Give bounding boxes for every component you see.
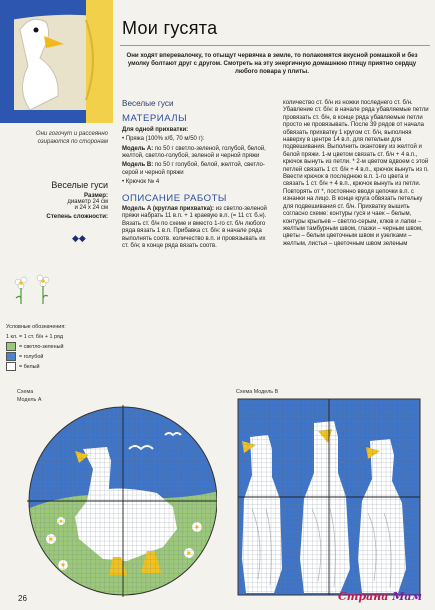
work-description: Модель А (круглая прихватка): из светло-зеленой пряжи набрать 11 в.п. + 1 краевую в.п. (= 11 ст. б.н). Вязать ст. б/н по схеме и вместо 1-го ст. б/н любого ряда вязать 1 в.п. Прибавка ст. б/н: в начале ряда выполнять соотв. количество в.п. и провязывать их ст. б/н; в конце ряда вязать соотв.: [122, 206, 267, 250]
watermark-logo: Страна Мам: [338, 590, 422, 603]
legend-key: 1 кл. = 1 ст. б/н + 1 ряд: [6, 334, 63, 340]
intro-text: Они ходят вперевалочку, то отыщут червячка в земле, то полакомятся вкусной ромашкой и без умолку болтают друг с другом. Смотреть на эту энергичную домашнюю птицу приятно сердцу любого повара у плиты.: [126, 52, 418, 76]
legend: [6, 322, 116, 372]
materials-for: Для одной прихватки:: [122, 126, 189, 133]
chart-b-label: Схема Модель В: [236, 389, 279, 395]
chart-model-b: [234, 389, 424, 599]
model-b-materials: Модель В: по 50 г голубой, белой, желтой, светло-серой и черной пряжи: [122, 162, 265, 176]
size-value-1: диаметр 24 см: [67, 199, 108, 205]
title-divider: [120, 45, 430, 46]
swatch-light-green: [6, 342, 16, 351]
chart-a-label-2: Модель А: [17, 397, 42, 403]
project-subtitle: Веселые гуси: [122, 99, 174, 108]
hook-line: • Крючок № 4: [122, 179, 160, 186]
page-number: 26: [18, 594, 27, 603]
difficulty-diamonds: ◆◆: [72, 233, 86, 243]
legend-item: = светло-зеленый: [6, 342, 116, 352]
materials-heading: МАТЕРИАЛЫ: [122, 113, 188, 125]
work-heading: ОПИСАНИЕ РАБОТЫ: [122, 192, 227, 204]
size-label: Размер:: [84, 192, 108, 199]
project-name: Веселые гуси: [51, 180, 108, 190]
model-a-materials: Модель А: по 50 г светло-зеленой, голубой, белой, желтой, светло-голубой, зеленой и черной пряжи: [122, 145, 266, 160]
difficulty-label: Степень сложности:: [46, 213, 108, 220]
instructions-column: [283, 100, 429, 248]
legend-item: = голубой: [6, 352, 116, 362]
project-info: [6, 180, 108, 220]
page-title: Мои гусята: [122, 18, 218, 38]
chart-model-a: [17, 389, 217, 599]
materials-column: [122, 100, 267, 253]
swatch-blue: [6, 352, 16, 361]
legend-item: = белый: [6, 362, 116, 372]
goose-photo: [0, 0, 113, 123]
yarn-line: • Пряжа (100% х/б, 70 м/50 г):: [122, 136, 205, 143]
photo-caption: Они гогочут и рассеянно озираются по сторонам: [35, 131, 108, 145]
flowers-illustration: [8, 268, 68, 308]
instructions-text: количество ст. б/н из ножки последнего ст. б/н. Убавление ст. б/н: в начале ряда убавляемые петли провязать ст. б/н, в конце ряда убавляемые петли просто не провязывать. После 39 рядов от начала обвязать прихватку 1 кругом ст. б/н, выполняя наверху в центре 14 в.п. для петельки для подвешивания. Выполнить окантовку из желтой и белой пряжи. 1-м цветом связать ст. б/н + 4 в.п., крючок вынуть из петли. * 2-м цветом вдвоем с этой петлей связать 1 ст. б/н + 4 в.п., крючок вынуть из п. Ввести крючок в последнюю в.п. 1-го цвета и связать 1 ст. б/н + 4 в.п., крючок вынуть из петли. Повторять от *, постоянно вводя цепочки в.п. с изнанки на лицо. В конце круга обвязать петельку для подвешивания ст. б/н. Прихватку вышить согласно схеме: контуры гуся и чаек – белым, контуры крыльев – светло-серым, клюв и лапки – желтым тамбурным швом, глазки – черным швом, цветы – белым цветочным швом и узелками – желтым, листья – цветочным швом зеленым: [283, 100, 429, 247]
chart-a-label: Схема: [17, 389, 34, 395]
size-value-2: и 24 х 24 см: [74, 205, 108, 211]
legend-title: Условные обозначения:: [6, 324, 66, 330]
swatch-white: [6, 362, 16, 371]
